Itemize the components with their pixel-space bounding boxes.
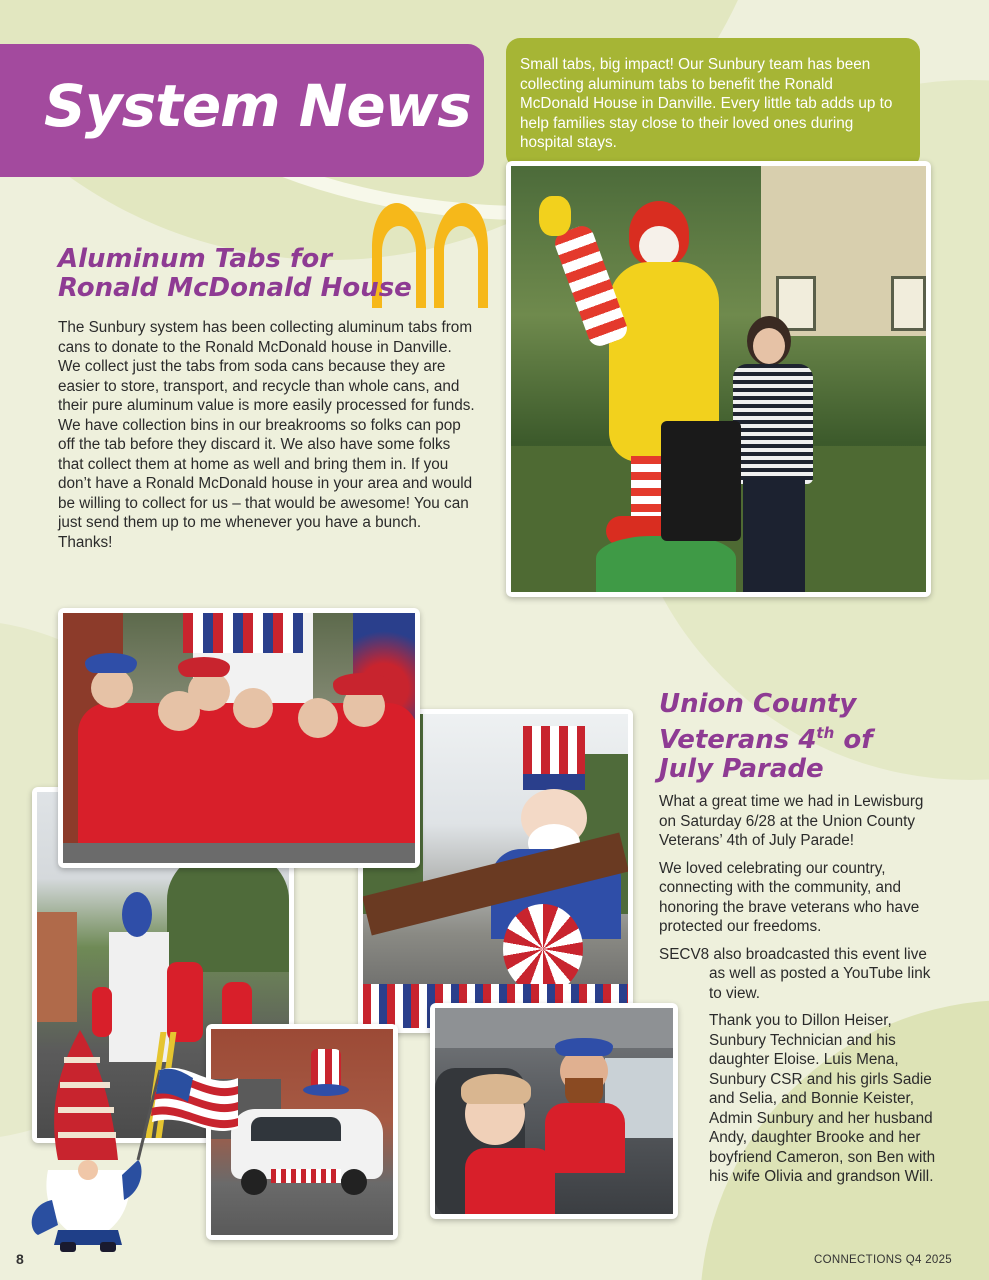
paragraph: SECV8 also broadcasted this event live as well as posted a YouTube link to view. xyxy=(659,945,931,1002)
article-body-veterans-parade xyxy=(659,792,939,1195)
callout-box xyxy=(506,38,920,168)
title-line: July Parade xyxy=(659,754,824,784)
title-text: Veterans 4 xyxy=(659,725,817,755)
article-title-veterans-parade xyxy=(659,690,873,784)
publication-name: CONNECTIONS Q4 2025 xyxy=(814,1254,952,1266)
photo-family-group xyxy=(58,608,420,868)
page-number: 8 xyxy=(16,1251,24,1267)
article-body-aluminum-tabs: The Sunbury system has been collecting aluminum tabs from cans to donate to the Ronald McDonald house in Danville. We collect just the tabs from soda cans because they are easier to store, transport, and recycle than whole cans, and their pure aluminum value is more easily processed for funds. We have collection bins in our breakrooms so folks can pop off the tab before they discard it. We also have some folks that collect them at home as well and bring them in. If you don’t have a Ronald McDonald house in your area and would be willing to collect for us – that would be awesome! You can just send them up to me whenever you have a bunch. Thanks! xyxy=(58,319,475,551)
photo-ronald-mcdonald xyxy=(506,161,931,597)
title-line xyxy=(659,719,873,755)
paragraph: Thank you to Dillon Heiser, Sunbury Technician and his daughter Eloise. Luis Mena, Sunbury CSR and his girls Sadie and Selia, and Bonnie Keister, Admin Sunbury and her husband Andy, daughter Brooke and her boyfriend Cameron, son Ben with his wife Olivia and grandson Will. xyxy=(709,1012,936,1185)
title-line: Aluminum Tabs for xyxy=(58,244,333,274)
article-title-aluminum-tabs xyxy=(58,245,412,303)
title-line: Ronald McDonald House xyxy=(58,273,412,303)
callout-text: Small tabs, big impact! Our Sunbury team has been collecting aluminum tabs to benefit the Ronald McDonald House in Danville. Every little tab adds up to help families stay close to their loved ones during hospital stays. xyxy=(520,56,893,151)
title-line: Union County xyxy=(659,689,857,719)
gnome-with-flag-illustration xyxy=(18,1030,238,1260)
paragraph: We loved celebrating our country, connecting with the community, and honoring the brave veterans who have protected our freedoms. xyxy=(659,859,920,935)
title-superscript: th xyxy=(816,724,835,742)
photo-girl-in-car xyxy=(430,1003,678,1219)
page-title: System News xyxy=(44,72,471,140)
paragraph: What a great time we had in Lewisburg on Saturday 6/28 at the Union County Veterans’ 4th of July Parade! xyxy=(659,793,924,849)
title-text: of xyxy=(834,725,873,755)
